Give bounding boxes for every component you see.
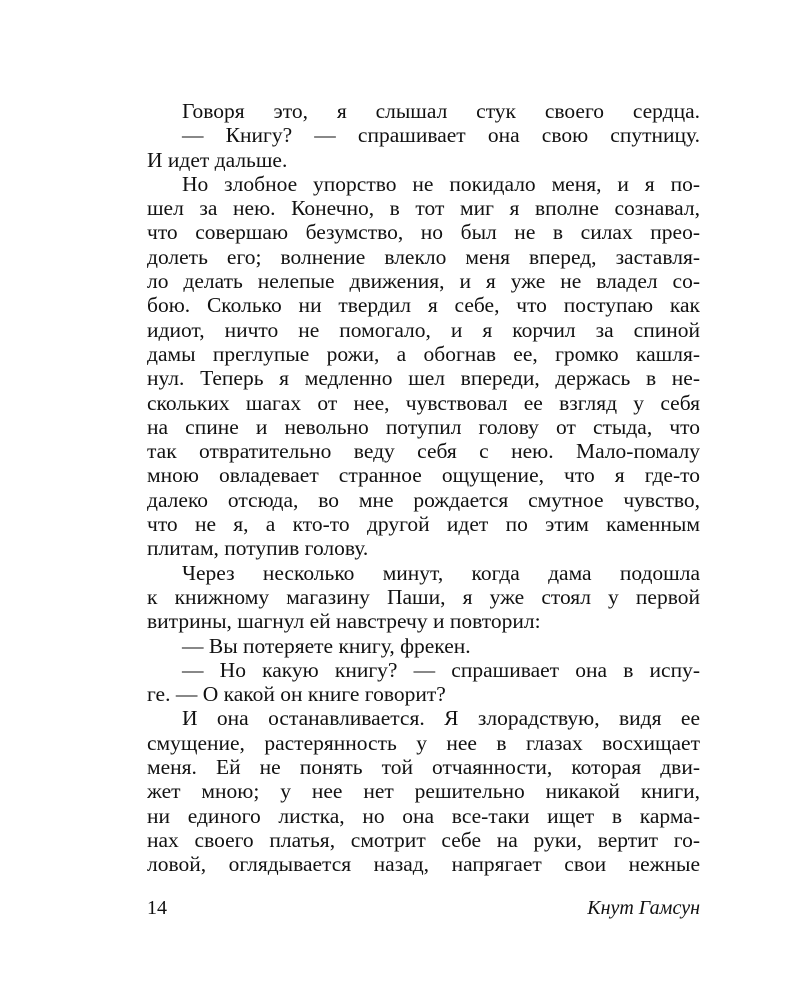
text-line: дамы преглупые рожи, а обогнав ее, громко кашля-	[147, 341, 700, 366]
text-line: скольких шагах от нее, чувствовал ее взгляд у себя	[147, 390, 700, 415]
page-number: 14	[147, 897, 167, 919]
text-line: ге. — О какой он книге говорит?	[147, 682, 446, 707]
text-line: плитам, потупив голову.	[147, 536, 369, 561]
text-line: Через несколько минут, когда дама подошла	[182, 560, 700, 585]
text-line: жет мною; у нее нет решительно никакой книги,	[147, 779, 700, 804]
text-line: — Книгу? — спрашивает она свою спутницу.	[182, 123, 700, 148]
text-line: нул. Теперь я медленно шел впереди, держась в не-	[147, 366, 700, 391]
running-header-author: Кнут Гамсун	[587, 897, 700, 919]
text-line: что не я, а кто-то другой идет по этим каменным	[147, 512, 700, 537]
text-line: ло делать нелепые движения, и я уже не владел со-	[147, 269, 700, 294]
text-line: витрины, шагнул ей навстречу и повторил:	[147, 609, 541, 634]
page-footer	[147, 897, 700, 923]
text-line: мною овладевает странное ощущение, что я где-то	[147, 463, 700, 488]
text-line: — Вы потеряете книгу, фрекен.	[182, 633, 471, 658]
text-line: бою. Сколько ни твердил я себе, что поступаю как	[147, 293, 700, 318]
text-line: долеть его; волнение влекло меня вперед, заставля-	[147, 244, 700, 269]
text-line: Говоря это, я слышал стук своего сердца.	[182, 99, 700, 123]
text-line: ни единого листка, но она все-таки ищет в карма-	[147, 803, 700, 828]
body-text	[147, 99, 700, 877]
text-line: к книжному магазину Паши, я уже стоял у первой	[147, 584, 700, 609]
text-line: нах своего платья, смотрит себе на руки, вертит го-	[147, 827, 700, 852]
text-line: ловой, оглядывается назад, напрягает свои нежные	[147, 852, 700, 877]
text-line: что совершаю безумство, но был не в силах прео-	[147, 220, 700, 245]
text-line: меня. Ей не понять той отчаянности, которая дви-	[147, 755, 700, 780]
text-line: Но злобное упорство не покидало меня, и я по-	[182, 171, 700, 196]
text-line: на спине и невольно потупил голову от стыда, что	[147, 414, 700, 439]
text-line: смущение, растерянность у нее в глазах восхищает	[147, 730, 700, 755]
text-line: И идет дальше.	[147, 147, 288, 172]
text-line: далеко отсюда, во мне рождается смутное чувство,	[147, 487, 700, 512]
text-line: идиот, ничто не помогало, и я корчил за спиной	[147, 317, 700, 342]
text-line: И она останавливается. Я злорадствую, видя ее	[182, 706, 700, 731]
text-line: — Но какую книгу? — спрашивает она в испу-	[182, 657, 700, 682]
text-line: так отвратительно веду себя с нею. Мало-помалу	[147, 439, 700, 464]
text-line: шел за нею. Конечно, в тот миг я вполне сознавал,	[147, 196, 700, 221]
